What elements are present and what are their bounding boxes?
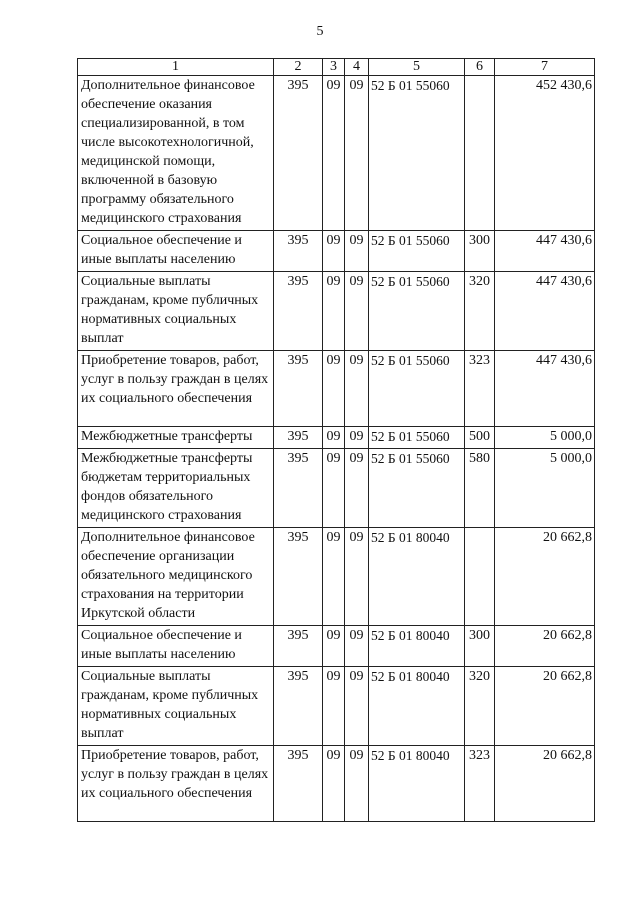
col-4-cell: 09: [345, 528, 369, 626]
col-7-cell: 452 430,6: [495, 76, 595, 231]
table-row: [78, 351, 595, 427]
row-name-cell: Дополнительное финансовое обеспечение организации обязательного медицинского страхования на территории Иркутской области: [78, 528, 274, 626]
table-row: [78, 272, 595, 351]
col-4-cell: 09: [345, 231, 369, 272]
row-name-cell: Социальные выплаты гражданам, кроме публичных нормативных социальных выплат: [78, 272, 274, 351]
col-4-cell: 09: [345, 449, 369, 528]
col-5-cell: 52 Б 01 55060: [369, 76, 465, 231]
col-4-cell: 09: [345, 626, 369, 667]
col-7-cell: 447 430,6: [495, 272, 595, 351]
col-5-cell: 52 Б 01 80040: [369, 626, 465, 667]
col-5-cell: 52 Б 01 55060: [369, 427, 465, 449]
col-6-cell: 500: [465, 427, 495, 449]
col-3-cell: 09: [323, 76, 345, 231]
table-row: [78, 231, 595, 272]
row-name-cell: Социальные выплаты гражданам, кроме публичных нормативных социальных выплат: [78, 667, 274, 746]
row-name-cell: Приобретение товаров, работ, услуг в пользу граждан в целях их социального обеспечения: [78, 746, 274, 822]
table-row: [78, 528, 595, 626]
column-header: 4: [345, 59, 369, 76]
row-name-cell: Межбюджетные трансферты бюджетам территориальных фондов обязательного медицинского страхования: [78, 449, 274, 528]
col-3-cell: 09: [323, 746, 345, 822]
col-5-cell: 52 Б 01 80040: [369, 746, 465, 822]
table-row: [78, 746, 595, 822]
col-4-cell: 09: [345, 746, 369, 822]
col-3-cell: 09: [323, 427, 345, 449]
col-2-cell: 395: [274, 231, 323, 272]
col-7-cell: 20 662,8: [495, 626, 595, 667]
row-name-cell: Межбюджетные трансферты: [78, 427, 274, 449]
table-row: [78, 667, 595, 746]
col-2-cell: 395: [274, 272, 323, 351]
col-4-cell: 09: [345, 272, 369, 351]
col-3-cell: 09: [323, 351, 345, 427]
col-6-cell: [465, 528, 495, 626]
col-7-cell: 5 000,0: [495, 427, 595, 449]
col-2-cell: 395: [274, 449, 323, 528]
row-name-cell: Дополнительное финансовое обеспечение оказания специализированной, в том числе высокотехнологичной, медицинской помощи, включенной в базовую программу обязательного медицинского страхования: [78, 76, 274, 231]
column-header: 7: [495, 59, 595, 76]
col-4-cell: 09: [345, 667, 369, 746]
col-4-cell: 09: [345, 76, 369, 231]
col-5-cell: 52 Б 01 55060: [369, 351, 465, 427]
col-7-cell: 447 430,6: [495, 231, 595, 272]
col-7-cell: 20 662,8: [495, 667, 595, 746]
col-2-cell: 395: [274, 528, 323, 626]
col-2-cell: 395: [274, 626, 323, 667]
table-header-row: [78, 59, 595, 76]
column-header: 3: [323, 59, 345, 76]
col-2-cell: 395: [274, 667, 323, 746]
col-6-cell: 300: [465, 231, 495, 272]
col-2-cell: 395: [274, 427, 323, 449]
row-name-cell: Приобретение товаров, работ, услуг в пользу граждан в целях их социального обеспечения: [78, 351, 274, 427]
col-2-cell: 395: [274, 76, 323, 231]
col-2-cell: 395: [274, 351, 323, 427]
col-3-cell: 09: [323, 272, 345, 351]
row-name-cell: Социальное обеспечение и иные выплаты населению: [78, 626, 274, 667]
col-6-cell: 580: [465, 449, 495, 528]
row-name-cell: Социальное обеспечение и иные выплаты населению: [78, 231, 274, 272]
table-row: [78, 626, 595, 667]
table-row: [78, 76, 595, 231]
col-5-cell: 52 Б 01 80040: [369, 667, 465, 746]
col-6-cell: 323: [465, 351, 495, 427]
column-header: 2: [274, 59, 323, 76]
col-7-cell: 20 662,8: [495, 528, 595, 626]
col-3-cell: 09: [323, 667, 345, 746]
col-6-cell: 300: [465, 626, 495, 667]
col-3-cell: 09: [323, 626, 345, 667]
col-5-cell: 52 Б 01 80040: [369, 528, 465, 626]
col-3-cell: 09: [323, 449, 345, 528]
col-7-cell: 447 430,6: [495, 351, 595, 427]
budget-table: [77, 58, 595, 822]
col-7-cell: 5 000,0: [495, 449, 595, 528]
col-4-cell: 09: [345, 351, 369, 427]
col-5-cell: 52 Б 01 55060: [369, 231, 465, 272]
col-7-cell: 20 662,8: [495, 746, 595, 822]
col-6-cell: 320: [465, 272, 495, 351]
col-5-cell: 52 Б 01 55060: [369, 272, 465, 351]
column-header: 5: [369, 59, 465, 76]
table-row: [78, 427, 595, 449]
col-2-cell: 395: [274, 746, 323, 822]
column-header: 6: [465, 59, 495, 76]
table-row: [78, 449, 595, 528]
col-5-cell: 52 Б 01 55060: [369, 449, 465, 528]
col-3-cell: 09: [323, 231, 345, 272]
col-3-cell: 09: [323, 528, 345, 626]
col-4-cell: 09: [345, 427, 369, 449]
col-6-cell: 320: [465, 667, 495, 746]
page-number: 5: [316, 24, 324, 39]
column-header: 1: [78, 59, 274, 76]
col-6-cell: [465, 76, 495, 231]
col-6-cell: 323: [465, 746, 495, 822]
